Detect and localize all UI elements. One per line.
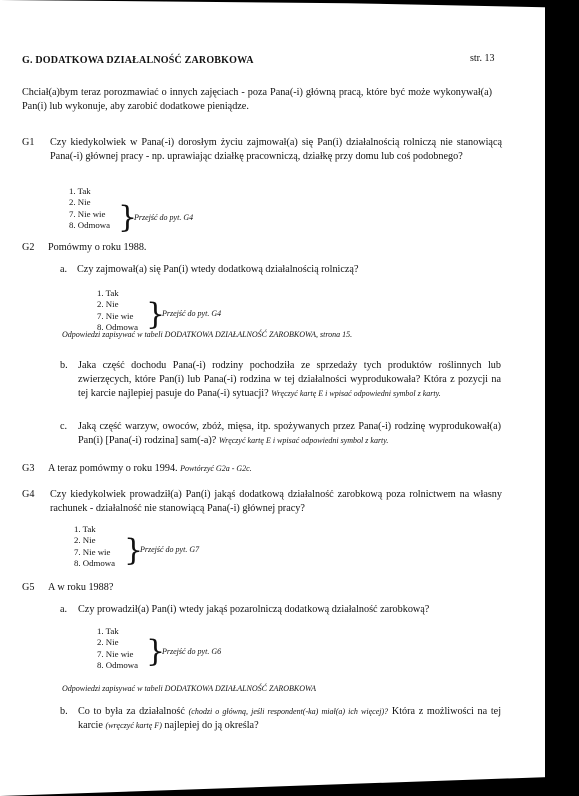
subquestion-label: c.: [60, 421, 68, 432]
recording-note: Odpowiedzi zapisywać w tabeli DODATKOWA DZIAŁALNOŚĆ ZAROBKOWA: [62, 684, 316, 693]
question-number: G3: [22, 463, 35, 474]
option-yes: 1. Tak: [97, 288, 119, 298]
option-yes: 1. Tak: [69, 186, 91, 196]
option-yes: 1. Tak: [74, 524, 96, 534]
skip-instruction: Przejść do pyt. G6: [162, 647, 222, 656]
subquestion-label: a.: [60, 604, 68, 615]
question-text: A w roku 1988?: [48, 582, 114, 593]
option-refusal: 8. Odmowa: [69, 220, 111, 231]
recording-note: Odpowiedzi zapisywać w tabeli DODATKOWA DZIAŁALNOŚĆ ZAROBKOWA, strona 15.: [62, 330, 353, 339]
option-dont-know: 7. Nie wie: [74, 546, 111, 557]
question-number: G1: [22, 137, 35, 148]
scan-edge-bottom: [0, 776, 579, 796]
brace-icon: }: [146, 634, 166, 669]
repeat-instruction: Powtórzyć G2a - G2c.: [180, 464, 252, 473]
subquestion-text: [78, 420, 501, 448]
g5b-text-mid: Która z możliwości na tej karcie: [78, 706, 502, 731]
question-number: G4: [22, 489, 35, 500]
answer-options: [97, 626, 138, 672]
subquestion-text: [78, 705, 501, 733]
subquestion-label: a.: [60, 264, 68, 275]
question-number: G5: [22, 582, 35, 593]
card-instruction: Wręczyć kartę E i wpisać odpowiedni symbol z karty.: [218, 435, 389, 445]
scan-edge-top: [0, 0, 579, 8]
intro-text: Chciał(a)bym teraz porozmawiać o innych zajęciach - poza Pana(-i) główną pracą, które być może wykonywał(a) Pan(i) lub wykonuje, aby zarobić dodatkowe pieniądze.: [22, 87, 492, 112]
brace-icon: }: [118, 200, 138, 235]
subquestion-label: b.: [60, 360, 68, 371]
answer-options: [97, 288, 138, 334]
subquestion-text: Czy zajmował(a) się Pan(i) wtedy dodatkową działalnością rolniczą?: [77, 264, 359, 275]
brace-icon: }: [146, 297, 166, 332]
question-text: Czy kiedykolwiek prowadził(a) Pan(i) jakąś dodatkową działalność zarobkową poza rolnictwem na własny rachunek - działalność nie stanowiącą Pana(-i) głównej pracy?: [50, 489, 502, 514]
respondent-instruction: (chodzi o główną, jeśli respondent(-ka) miał(a) ich więcej)?: [188, 707, 389, 716]
g5b-text-pre: Co to była za działalność: [78, 706, 185, 717]
subquestion-b-text: Jaka część dochodu Pana(-i) rodziny pochodziła ze sprzedaży tych produktów roślinnych lub zwierzęcych, które Pan(i) lub Pana(-i) rodzina w tej działalności wyprodukowała? Która z pozycji na tej karcie najlepiej pasuje do Pana(-i) sytuacji?: [78, 360, 501, 399]
g5b-text-post: najlepiej do ją określa?: [164, 719, 259, 731]
option-no: 2. Nie: [74, 535, 96, 546]
subquestion-text: [78, 359, 501, 400]
card-instruction: Wręczyć kartę E i wpisać odpowiedni symbol z karty.: [271, 388, 441, 398]
subquestion-c-text: Jaką część warzyw, owoców, zbóż, mięsa, itp. spożywanych przez Pana(-i) rodzinę wyprodukował(a) Pan(i) [Pana(-i) rodzina] sam(-a)?: [78, 421, 501, 446]
option-no: 2. Nie: [69, 197, 91, 208]
skip-instruction: Przejść do pyt. G4: [134, 213, 194, 222]
option-no: 2. Nie: [97, 637, 119, 648]
option-no: 2. Nie: [97, 299, 119, 310]
skip-instruction: Przejść do pyt. G4: [162, 309, 222, 318]
question-text: [48, 462, 513, 476]
brace-icon: }: [124, 533, 144, 568]
option-dont-know: 7. Nie wie: [97, 310, 134, 321]
option-refusal: 8. Odmowa: [97, 660, 139, 671]
option-yes: 1. Tak: [97, 626, 119, 636]
answer-options: [74, 524, 115, 570]
question-number: G2: [22, 242, 35, 253]
page-number: str. 13: [470, 53, 495, 64]
g3-text: A teraz pomówmy o roku 1994.: [48, 463, 178, 474]
answer-options: [69, 186, 110, 232]
subquestion-label: b.: [60, 706, 68, 717]
subquestion-text: Czy prowadził(a) Pan(i) wtedy jakąś pozarolniczą dodatkową działalność zarobkową?: [78, 604, 430, 615]
question-text: Czy kiedykolwiek w Pana(-i) dorosłym życiu zajmował(a) się Pan(i) działalnością rolniczą nie stanowiącą Pana(-i) głównej pracy - np. uprawiając działkę pracowniczą, działkę przy domu lub coś podobnego?: [50, 137, 502, 162]
option-dont-know: 7. Nie wie: [97, 648, 134, 659]
question-text: Pomówmy o roku 1988.: [48, 242, 147, 253]
option-dont-know: 7. Nie wie: [69, 208, 106, 219]
section-title: G. DODATKOWA DZIAŁALNOŚĆ ZAROBKOWA: [22, 55, 254, 66]
option-refusal: 8. Odmowa: [74, 558, 116, 569]
skip-instruction: Przejść do pyt. G7: [140, 545, 200, 554]
card-instruction: (wręczyć kartę F): [105, 720, 162, 730]
option-refusal: 8. Odmowa: [97, 322, 139, 333]
scan-edge-right: [545, 0, 579, 796]
